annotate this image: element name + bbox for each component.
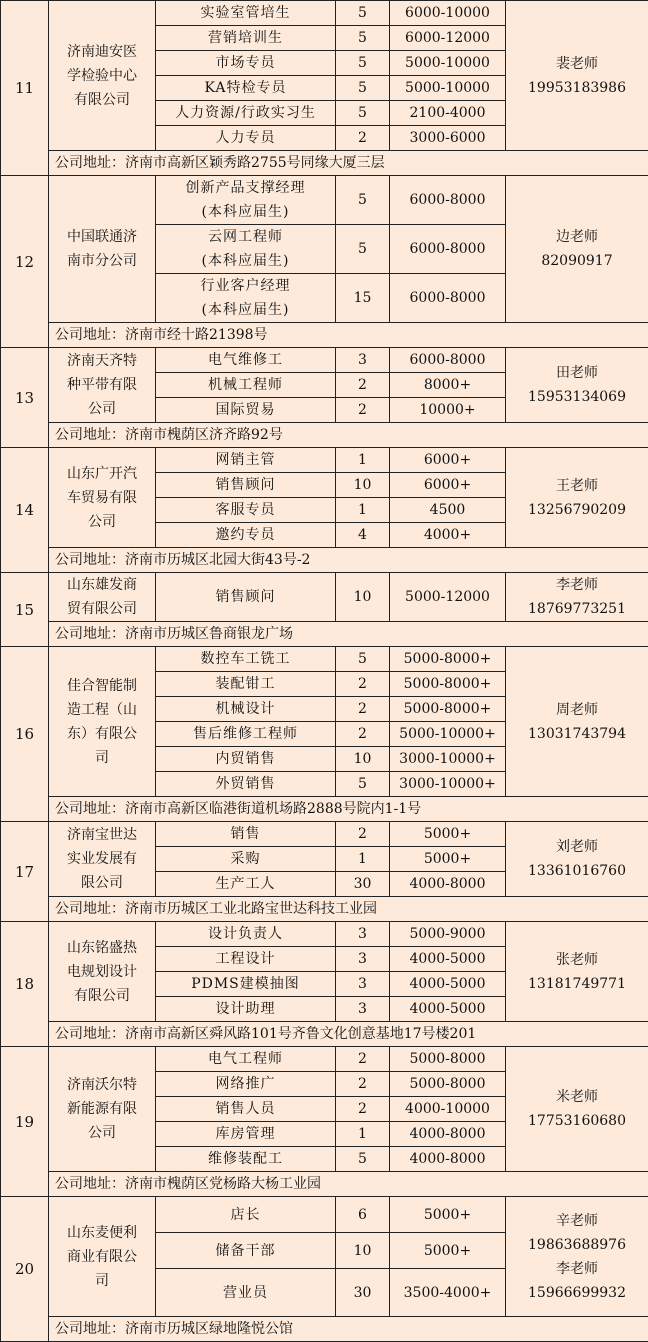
position-headcount: 5 <box>336 51 390 76</box>
position-title: 外贸销售 <box>156 772 336 797</box>
position-headcount: 2 <box>336 398 390 423</box>
company-name <box>49 822 156 897</box>
company-name-line: 公司 <box>51 1121 153 1145</box>
position-salary: 3500-4000+ <box>390 1269 506 1317</box>
position-salary: 6000-10000 <box>390 1 506 26</box>
position-title-line: (本科应届生) <box>158 298 333 322</box>
position-title: 机械工程师 <box>156 373 336 398</box>
position-title <box>156 225 336 274</box>
position-salary: 4000-8000 <box>390 1122 506 1147</box>
company-name-line: 东）有限公 <box>51 722 153 746</box>
position-salary: 6000+ <box>390 473 506 498</box>
position-title-line: 创新产品支撑经理 <box>158 176 333 200</box>
position-headcount: 3 <box>336 348 390 373</box>
contact-line: 裴老师 <box>508 52 646 76</box>
position-salary: 5000-9000 <box>390 922 506 947</box>
position-salary: 4000+ <box>390 523 506 548</box>
address-row <box>1 423 648 448</box>
position-headcount: 10 <box>336 473 390 498</box>
position-headcount: 2 <box>336 722 390 747</box>
position-title <box>156 274 336 323</box>
position-title: 国际贸易 <box>156 398 336 423</box>
position-salary: 5000-10000 <box>390 76 506 101</box>
company-number: 12 <box>1 176 49 348</box>
position-salary: 10000+ <box>390 398 506 423</box>
company-address <box>49 622 648 647</box>
address-row <box>1 151 648 176</box>
position-title: 实验室管培生 <box>156 1 336 26</box>
position-title: 网络推广 <box>156 1072 336 1097</box>
address-label: 公司地址： <box>55 155 125 171</box>
company-number: 17 <box>1 822 49 922</box>
position-salary: 6000-12000 <box>390 26 506 51</box>
company-name-line: 公司 <box>51 510 153 534</box>
contact-line: 15953134069 <box>508 385 646 409</box>
position-salary: 5000+ <box>390 847 506 872</box>
address-row <box>1 622 648 647</box>
address-row <box>1 897 648 922</box>
table-row <box>1 1047 648 1072</box>
company-name <box>49 348 156 423</box>
contact-info <box>506 822 648 897</box>
company-name-line: 山东广开汽 <box>51 462 153 486</box>
company-address <box>49 323 648 348</box>
company-name-line: 有限公司 <box>51 88 153 112</box>
position-salary: 5000-8000+ <box>390 647 506 672</box>
position-headcount: 2 <box>336 1072 390 1097</box>
position-title: 人力资源/行政实习生 <box>156 101 336 126</box>
contact-line: 17753160680 <box>508 1109 646 1133</box>
contact-info <box>506 448 648 548</box>
position-salary: 5000+ <box>390 1197 506 1233</box>
address-label: 公司地址： <box>55 427 125 443</box>
table-row <box>1 176 648 225</box>
position-salary: 6000-8000 <box>390 274 506 323</box>
position-headcount: 1 <box>336 448 390 473</box>
contact-line: 刘老师 <box>508 835 646 859</box>
position-headcount: 2 <box>336 126 390 151</box>
company-name-line: 济南宝世达 <box>51 823 153 847</box>
company-name-line: 山东铭盛热 <box>51 936 153 960</box>
position-salary: 3000-10000+ <box>390 772 506 797</box>
table-row <box>1 1197 648 1233</box>
address-label: 公司地址： <box>55 1026 125 1042</box>
position-salary: 5000-12000 <box>390 573 506 622</box>
company-number: 13 <box>1 348 49 448</box>
position-title: 维修装配工 <box>156 1147 336 1172</box>
company-name-line: 公司 <box>51 397 153 421</box>
company-number: 11 <box>1 1 49 176</box>
position-title: 营业员 <box>156 1269 336 1317</box>
position-salary: 5000-8000 <box>390 1047 506 1072</box>
contact-info <box>506 348 648 423</box>
position-title: KA特检专员 <box>156 76 336 101</box>
position-salary: 3000-6000 <box>390 126 506 151</box>
position-salary: 2100-4000 <box>390 101 506 126</box>
position-title: 客服专员 <box>156 498 336 523</box>
contact-info <box>506 1 648 151</box>
company-name-line: 有限公司 <box>51 984 153 1008</box>
table-row <box>1 1 648 26</box>
contact-info <box>506 573 648 622</box>
address-text: 济南市经十路21398号 <box>125 327 268 343</box>
company-name-line: 济南沃尔特 <box>51 1073 153 1097</box>
position-salary: 6000-8000 <box>390 176 506 225</box>
position-headcount: 5 <box>336 176 390 225</box>
company-address <box>49 548 648 573</box>
position-salary: 5000+ <box>390 822 506 847</box>
address-label: 公司地址： <box>55 901 125 917</box>
contact-info <box>506 647 648 797</box>
position-headcount: 5 <box>336 26 390 51</box>
company-name-line: 佳合智能制 <box>51 674 153 698</box>
address-text: 济南市高新区颖秀路2755号同缘大厦三层 <box>125 155 385 171</box>
position-title: 电气维修工 <box>156 348 336 373</box>
position-headcount: 3 <box>336 997 390 1022</box>
position-salary: 5000-8000+ <box>390 697 506 722</box>
contact-line: 13256790209 <box>508 498 646 522</box>
contact-line: 82090917 <box>508 249 646 273</box>
position-title: 销售顾问 <box>156 573 336 622</box>
company-name <box>49 448 156 548</box>
company-name-line: 车贸易有限 <box>51 486 153 510</box>
company-name <box>49 647 156 797</box>
contact-line: 13181749771 <box>508 972 646 996</box>
company-number: 15 <box>1 573 49 647</box>
address-text: 济南市历城区北园大街43号-2 <box>125 552 310 568</box>
position-salary: 4000-10000 <box>390 1097 506 1122</box>
address-row <box>1 548 648 573</box>
position-title: 生产工人 <box>156 872 336 897</box>
company-address <box>49 797 648 822</box>
company-name-line: 贸有限公司 <box>51 597 153 621</box>
position-title: 人力专员 <box>156 126 336 151</box>
company-name-line: 种平带有限 <box>51 373 153 397</box>
position-salary: 4000-8000 <box>390 1147 506 1172</box>
position-headcount: 3 <box>336 947 390 972</box>
position-salary: 5000-10000+ <box>390 722 506 747</box>
position-title <box>156 176 336 225</box>
company-address <box>49 1317 648 1342</box>
position-title-line: (本科应届生) <box>158 249 333 273</box>
company-address <box>49 1172 648 1197</box>
position-salary: 4500 <box>390 498 506 523</box>
company-number: 14 <box>1 448 49 573</box>
company-number: 20 <box>1 1197 49 1342</box>
position-title: 电气工程师 <box>156 1047 336 1072</box>
table-row <box>1 922 648 947</box>
company-name-line: 司 <box>51 1269 153 1293</box>
contact-info <box>506 922 648 1022</box>
company-name-line: 济南迪安医 <box>51 40 153 64</box>
company-name <box>49 573 156 622</box>
address-text: 济南市历城区鲁商银龙广场 <box>125 626 293 642</box>
company-name-line: 山东麦便利 <box>51 1221 153 1245</box>
address-label: 公司地址： <box>55 1321 125 1337</box>
position-title: PDMS建模抽图 <box>156 972 336 997</box>
contact-line: 米老师 <box>508 1085 646 1109</box>
address-text: 济南市槐荫区济齐路92号 <box>125 427 283 443</box>
position-salary: 3000-10000+ <box>390 747 506 772</box>
company-address <box>49 1022 648 1047</box>
position-title: 销售顾问 <box>156 473 336 498</box>
position-headcount: 3 <box>336 972 390 997</box>
position-headcount: 1 <box>336 1122 390 1147</box>
address-label: 公司地址： <box>55 801 125 817</box>
position-headcount: 2 <box>336 672 390 697</box>
position-title: 网销主管 <box>156 448 336 473</box>
position-headcount: 1 <box>336 847 390 872</box>
position-headcount: 5 <box>336 225 390 274</box>
position-headcount: 10 <box>336 747 390 772</box>
contact-line: 13361016760 <box>508 859 646 883</box>
address-text: 济南市高新区临港街道机场路2888号院内1-1号 <box>125 801 421 817</box>
position-headcount: 2 <box>336 1047 390 1072</box>
company-name <box>49 922 156 1022</box>
company-address <box>49 151 648 176</box>
address-text: 济南市历城区绿地隆悦公馆 <box>125 1321 293 1337</box>
company-name-line: 实业发展有 <box>51 847 153 871</box>
address-text: 济南市历城区工业北路宝世达科技工业园 <box>125 901 377 917</box>
position-title: 店长 <box>156 1197 336 1233</box>
position-headcount: 2 <box>336 1097 390 1122</box>
contact-info <box>506 176 648 323</box>
contact-line: 边老师 <box>508 225 646 249</box>
address-label: 公司地址： <box>55 1176 125 1192</box>
contact-line: 15966699932 <box>508 1281 646 1305</box>
position-salary: 4000-5000 <box>390 972 506 997</box>
contact-line: 18769773251 <box>508 597 646 621</box>
position-headcount: 5 <box>336 1147 390 1172</box>
company-name-line: 造工程（山 <box>51 698 153 722</box>
company-name-line: 商业有限公 <box>51 1245 153 1269</box>
table-row <box>1 822 648 847</box>
table-row <box>1 647 648 672</box>
position-salary: 5000+ <box>390 1233 506 1269</box>
position-title: 销售 <box>156 822 336 847</box>
address-text: 济南市槐荫区党杨路大杨工业园 <box>125 1176 321 1192</box>
position-title: 装配钳工 <box>156 672 336 697</box>
position-salary: 6000+ <box>390 448 506 473</box>
position-headcount: 5 <box>336 772 390 797</box>
contact-line: 田老师 <box>508 361 646 385</box>
position-title: 营销培训生 <box>156 26 336 51</box>
address-label: 公司地址： <box>55 327 125 343</box>
position-salary: 4000-8000 <box>390 872 506 897</box>
position-salary: 6000-8000 <box>390 225 506 274</box>
position-headcount: 5 <box>336 76 390 101</box>
position-headcount: 5 <box>336 647 390 672</box>
position-headcount: 3 <box>336 922 390 947</box>
contact-info <box>506 1197 648 1317</box>
company-name-line: 学检验中心 <box>51 64 153 88</box>
position-headcount: 5 <box>336 1 390 26</box>
position-headcount: 30 <box>336 1269 390 1317</box>
contact-line: 周老师 <box>508 698 646 722</box>
position-title: 邀约专员 <box>156 523 336 548</box>
position-salary: 4000-5000 <box>390 947 506 972</box>
address-row <box>1 1022 648 1047</box>
address-label: 公司地址： <box>55 552 125 568</box>
position-headcount: 6 <box>336 1197 390 1233</box>
company-name <box>49 176 156 323</box>
position-headcount: 10 <box>336 573 390 622</box>
company-name-line: 电规划设计 <box>51 960 153 984</box>
position-title: 设计负责人 <box>156 922 336 947</box>
contact-line: 19953183986 <box>508 76 646 100</box>
company-number: 16 <box>1 647 49 822</box>
company-name-line: 新能源有限 <box>51 1097 153 1121</box>
table-row <box>1 448 648 473</box>
company-name <box>49 1047 156 1172</box>
contact-line: 李老师 <box>508 573 646 597</box>
company-address <box>49 897 648 922</box>
company-address <box>49 423 648 448</box>
position-headcount: 30 <box>336 872 390 897</box>
position-headcount: 15 <box>336 274 390 323</box>
company-number: 19 <box>1 1047 49 1197</box>
position-title-line: (本科应届生) <box>158 200 333 224</box>
position-headcount: 10 <box>336 1233 390 1269</box>
contact-line: 19863688976 <box>508 1233 646 1257</box>
position-headcount: 4 <box>336 523 390 548</box>
company-name-line: 济南天齐特 <box>51 349 153 373</box>
position-headcount: 2 <box>336 373 390 398</box>
contact-line: 王老师 <box>508 474 646 498</box>
contact-line: 张老师 <box>508 948 646 972</box>
position-title-line: 云网工程师 <box>158 225 333 249</box>
position-headcount: 5 <box>336 101 390 126</box>
position-title: 数控车工铣工 <box>156 647 336 672</box>
company-name <box>49 1 156 151</box>
address-row <box>1 797 648 822</box>
position-salary: 5000-8000+ <box>390 672 506 697</box>
company-name-line: 南市分公司 <box>51 249 153 273</box>
position-salary: 8000+ <box>390 373 506 398</box>
address-row <box>1 1172 648 1197</box>
position-title: 工程设计 <box>156 947 336 972</box>
position-title: 库房管理 <box>156 1122 336 1147</box>
company-number: 18 <box>1 922 49 1047</box>
company-name <box>49 1197 156 1317</box>
table-row <box>1 348 648 373</box>
address-text: 济南市高新区舜风路101号齐鲁文化创意基地17号楼201 <box>125 1026 476 1042</box>
position-title: 采购 <box>156 847 336 872</box>
position-headcount: 2 <box>336 822 390 847</box>
contact-line: 辛老师 <box>508 1209 646 1233</box>
position-title: 设计助理 <box>156 997 336 1022</box>
contact-line: 李老师 <box>508 1257 646 1281</box>
position-title: 市场专员 <box>156 51 336 76</box>
contact-info <box>506 1047 648 1172</box>
position-title: 储备干部 <box>156 1233 336 1269</box>
position-salary: 5000-8000 <box>390 1072 506 1097</box>
position-salary: 6000-8000 <box>390 348 506 373</box>
company-name-line: 司 <box>51 746 153 770</box>
contact-line: 13031743794 <box>508 722 646 746</box>
position-title: 售后维修工程师 <box>156 722 336 747</box>
position-title: 内贸销售 <box>156 747 336 772</box>
address-row <box>1 323 648 348</box>
position-headcount: 1 <box>336 498 390 523</box>
position-title: 销售人员 <box>156 1097 336 1122</box>
position-salary: 5000-10000 <box>390 51 506 76</box>
position-headcount: 2 <box>336 697 390 722</box>
address-label: 公司地址： <box>55 626 125 642</box>
address-row <box>1 1317 648 1342</box>
table-row <box>1 573 648 622</box>
position-salary: 4000-5000 <box>390 997 506 1022</box>
company-name-line: 限公司 <box>51 871 153 895</box>
position-title: 机械设计 <box>156 697 336 722</box>
company-name-line: 中国联通济 <box>51 225 153 249</box>
position-title-line: 行业客户经理 <box>158 274 333 298</box>
company-name-line: 山东雄发商 <box>51 573 153 597</box>
